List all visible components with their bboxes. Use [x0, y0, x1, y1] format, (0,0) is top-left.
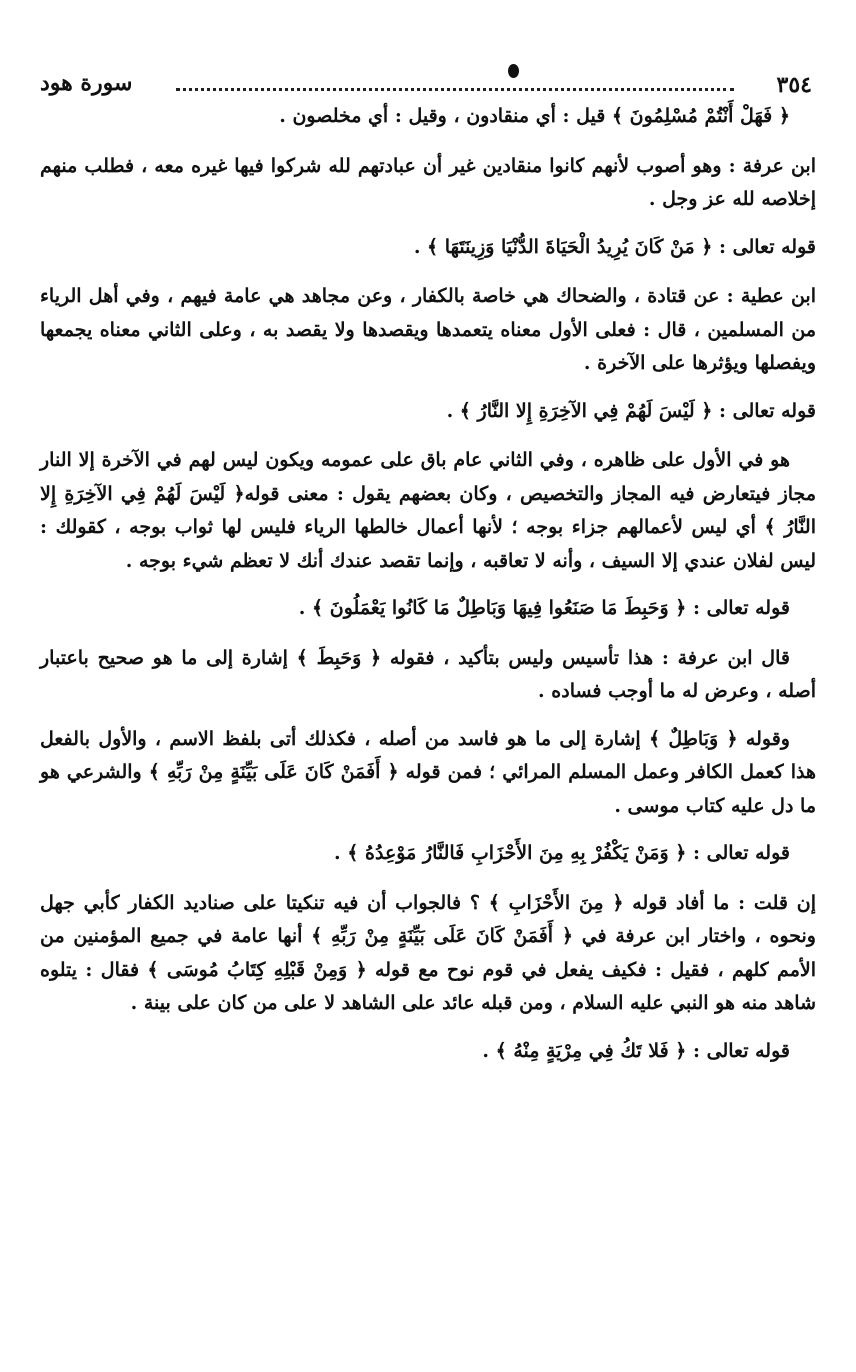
paragraph: ابن عطية : عن قتادة ، والضحاك هي خاصة بالكفار ، وعن مجاهد هي عامة فيهم ، وفي أهل الرياء من المسلمين ، قال : فعلى الأول معناه يتعمدها ويقصدها ولا يقصد به ، وعلى الثاني معناه يجمعها ويفصلها ويؤثرها على الآخرة .: [40, 285, 816, 374]
paragraph: قوله تعالى : ﴿ وَحَبِطَ مَا صَنَعُوا فِيهَا وَبَاطِلٌ مَا كَانُوا يَعْمَلُونَ ﴾ .: [298, 597, 790, 619]
paragraph: ابن عرفة : وهو أصوب لأنهم كانوا منقادين غير أن عبادتهم لله شركوا فيها غيره معه ، فطلب منهم إخلاصه لله عز وجل .: [40, 154, 816, 210]
paragraph: قوله تعالى : ﴿ فَلا تَكُ فِي مِرْيَةٍ مِنْهُ ﴾ .: [482, 1039, 790, 1062]
paragraph: قال ابن عرفة : هذا تأسيس وليس بتأكيد ، فقوله ﴿ وَحَبِطَ ﴾ إشارة إلى ما هو صحيح باعتبار أصله ، وعرض له ما أوجب فساده .: [40, 646, 816, 702]
paragraph: قوله تعالى : ﴿ مَنْ كَانَ يُرِيدُ الْحَيَاةَ الدُّنْيَا وَزِينَتَهَا ﴾ .: [413, 235, 816, 258]
paragraph: وقوله ﴿ وَبَاطِلٌ ﴾ إشارة إلى ما هو فاسد من أصله ، فكذلك أتى بلفظ الاسم ، والأول بالفعل هذا كعمل الكافر وعمل المسلم المرائي ؛ فمن قوله ﴿ أَفَمَنْ كَانَ عَلَى بَيِّنَةٍ مِنْ رَبِّهِ ﴾ والشرعي هو ما دل عليه كتاب موسى .: [40, 727, 816, 817]
header-ornament-icon: [508, 64, 519, 78]
paragraph: قوله تعالى : ﴿ وَمَنْ يَكْفُرْ بِهِ مِنَ الأَحْزَابِ فَالنَّارُ مَوْعِدُهُ ﴾ .: [334, 842, 790, 864]
book-page: [40, 54, 816, 1084]
page-body: [40, 100, 816, 1068]
surah-title: سورة هود: [40, 70, 133, 96]
paragraph: هو في الأول على ظاهره ، وفي الثاني عام باق على عمومه ويكون ليس لهم في الآخرة إلا النار مجاز فيتعارض فيه المجاز والتخصيص ، وكان بعضهم يقول : معنى قوله﴿ لَيْسَ لَهُمْ فِي الآخِرَةِ إِلا النَّارُ ﴾ أي ليس لأعمالهم جزاء بوجه ؛ لأنها أعمال خالطها الرياء فليس لها ثواب بوجه ، كقولك : ليس لفلان عندي إلا السيف ، وأنه لا تعاقبه ، وإنما تقصد عندك أنك لا تعظم شيء بوجه .: [40, 449, 816, 572]
header-dotted-rule: [176, 88, 734, 91]
page-number: ٣٥٤: [776, 72, 812, 98]
paragraph: قوله تعالى : ﴿ لَيْسَ لَهُمْ فِي الآخِرَةِ إِلا النَّارُ ﴾ .: [446, 399, 816, 422]
paragraph: ﴿ فَهَلْ أَنْتُمْ مُسْلِمُونَ ﴾ قيل : أي منقادون ، وقيل : أي مخلصون .: [279, 105, 790, 127]
page-header: [40, 54, 816, 98]
paragraph: إن قلت : ما أفاد قوله ﴿ مِنَ الأَحْزَابِ ﴾ ؟ فالجواب أن فيه تنكيتا على صناديد الكفار كأبي جهل ونحوه ، واختار ابن عرفة في ﴿ أَفَمَنْ كَانَ عَلَى بَيِّنَةٍ مِنْ رَبِّهِ ﴾ أنها عامة في جميع المؤمنين من الأمم كلهم ، فقيل : فكيف يفعل في قوم نوح مع قوله ﴿ وَمِنْ قَبْلِهِ كِتَابُ مُوسَى ﴾ فقال : يتلوه شاهد منه هو النبي عليه السلام ، ومن قبله عائد على الشاهد لا على من كان على بينة .: [40, 891, 816, 1014]
